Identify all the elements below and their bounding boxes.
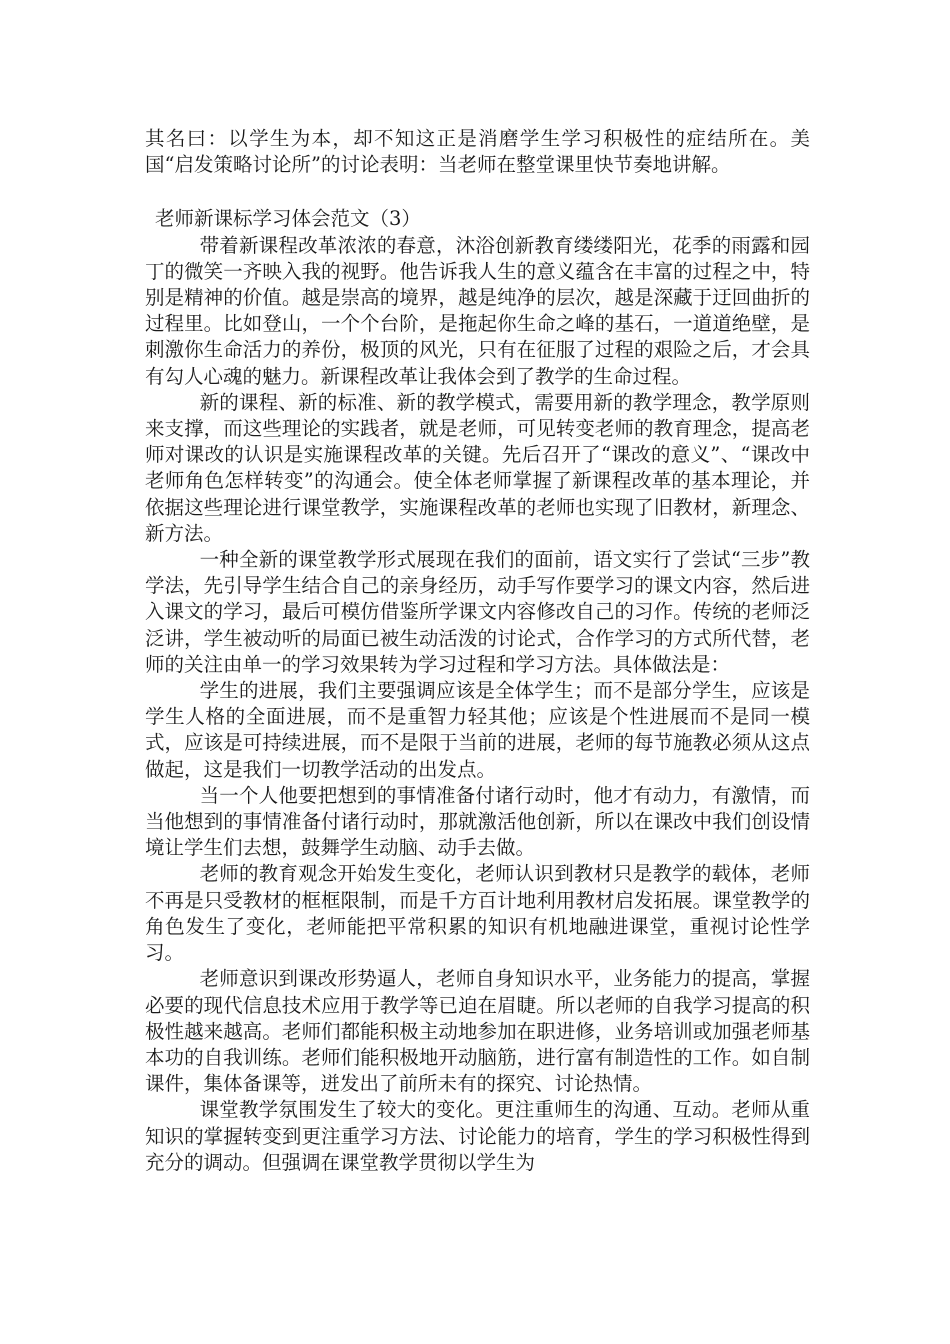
body-paragraph-3: 一种全新的课堂教学形式展现在我们的面前，语文实行了尝试“三步”教学法，先引导学生结合自己的亲身经历，动手写作要学习的课文内容，然后进入课文的学习，最后可模仿借鉴所学课文内容修改自己的习作。传统的老师泛泛讲，学生被动听的局面已被生动活泼的讨论式，合作学习的方式所代替，老师的关注由单一的学习效果转为学习过程和学习方法。具体做法是： [145, 548, 810, 676]
body-paragraph-6: 老师的教育观念开始发生变化，老师认识到教材只是教学的载体，老师不再是只受教材的框框限制，而是千方百计地利用教材启发拓展。课堂教学的角色发生了变化，老师能把平常积累的知识有机地融进课堂，重视讨论性学习。 [145, 862, 810, 965]
section-heading: 老师新课标学习体会范文（3） [155, 207, 421, 231]
body-paragraph-7: 老师意识到课改形势逼人，老师自身知识水平，业务能力的提高，掌握必要的现代信息技术应用于教学等已迫在眉睫。所以老师的自我学习提高的积极性越来越高。老师们都能积极主动地参加在职进修，业务培训或加强老师基本功的自我训练。老师们能积极地开动脑筋，进行富有制造性的工作。如自制课件，集体备课等，迸发出了前所未有的探究、讨论热情。 [145, 967, 810, 1096]
intro-paragraph: 其名曰：以学生为本，却不知这正是消磨学生学习积极性的症结所在。美国“启发策略讨论所”的讨论表明：当老师在整堂课里快节奏地讲解。 [145, 127, 810, 177]
body-paragraph-1: 带着新课程改革浓浓的春意，沐浴创新教育缕缕阳光，花季的雨露和园丁的微笑一齐映入我的视野。他告诉我人生的意义蕴含在丰富的过程之中，特别是精神的价值。越是崇高的境界，越是纯净的层次，越是深藏于迂回曲折的过程里。比如登山，一个个台阶，是拖起你生命之峰的基石，一道道绝壁，是刺激你生命活力的养份，极顶的风光，只有在征服了过程的艰险之后，才会具有勾人心魂的魅力。新课程改革让我体会到了教学的生命过程。 [145, 233, 810, 388]
document-page [145, 126, 810, 1176]
body-paragraph-4: 学生的进展，我们主要强调应该是全体学生；而不是部分学生，应该是学生人格的全面进展，而不是重智力轻其他；应该是个性进展而不是同一模式，应该是可持续进展，而不是限于当前的进展，老师的每节施教必须从这点做起，这是我们一切教学活动的出发点。 [145, 679, 810, 781]
body-paragraph-2: 新的课程、新的标准、新的教学模式，需要用新的教学理念，教学原则来支撑，而这些理论的实践者，就是老师，可见转变老师的教育理念，提高老师对课改的认识是实施课程改革的关键。先后召开了“课改的意义”、“课改中老师角色怎样转变”的沟通会。使全体老师掌握了新课程改革的基本理论，并依据这些理论进行课堂教学，实施课程改革的老师也实现了旧教材，新理念、新方法。 [145, 390, 810, 545]
body-paragraph-5: 当一个人他要把想到的事情准备付诸行动时，他才有动力，有激情，而当他想到的事情准备付诸行动时，那就激活他创新，所以在课改中我们创设情境让学生们去想，鼓舞学生动脑、动手去做。 [145, 783, 810, 860]
paragraph-gap [145, 178, 810, 206]
body-paragraph-8: 课堂教学氛围发生了较大的变化。更注重师生的沟通、互动。老师从重知识的掌握转变到更注重学习方法、讨论能力的培育，学生的学习积极性得到充分的调动。但强调在课堂教学贯彻以学生为 [145, 1098, 810, 1174]
